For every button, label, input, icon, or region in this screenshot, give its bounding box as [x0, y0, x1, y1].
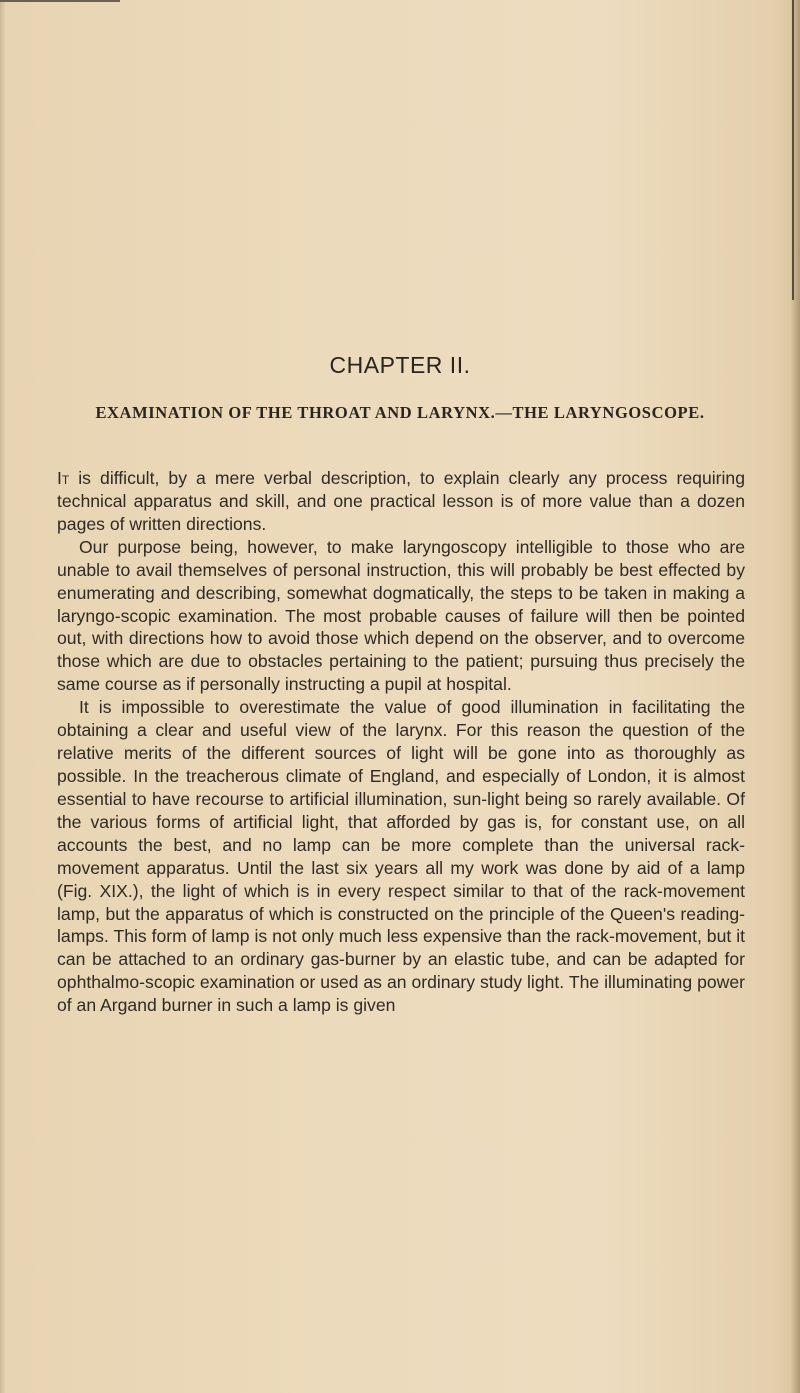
paragraph-3: It is impossible to overestimate the value of good illumination in facilitating the obtaining a clear and useful view of the larynx. For this reason the question of the relative merits of the different sources of light will be gone into as thoroughly as possible. In the treacherous climate of England, and especially of London, it is almost essential to have recourse to artificial illumination, sun-light being so rarely available. Of the various forms of artificial light, that afforded by gas is, for constant use, on all accounts the best, and no lamp can be more complete than the universal rack-movement apparatus. Until the last six years all my work was done by aid of a lamp (Fig. XIX.), the light of which is in every respect similar to that of the rack-movement lamp, but the apparatus of which is constructed on the principle of the Queen's reading-lamps. This form of lamp is not only much less expensive than the rack-movement, but it can be attached to an ordinary gas-burner by an elastic tube, and can be adapted for ophthalmo-scopic examination or used as an ordinary study light. The illuminating power of an Argand burner in such a lamp is given	[57, 697, 745, 1016]
paragraph-1	[57, 467, 745, 536]
chapter-heading: CHAPTER II.	[329, 352, 471, 378]
chapter-title: EXAMINATION OF THE THROAT AND LARYNX.—THE LARYNGOSCOPE.	[95, 403, 705, 422]
body-text	[57, 467, 745, 1017]
paragraph-1-lead: It	[57, 468, 70, 488]
page-top-edge-line	[0, 0, 120, 2]
paragraph-2: Our purpose being, however, to make laryngoscopy intelligible to those who are unable to avail themselves of personal instruction, this will probably be best effected by enumerating and describing, somewhat dogmatically, the steps to be taken in making a laryngo-scopic examination. The most probable causes of failure will then be pointed out, with directions how to avoid those which depend on the observer, and to overcome those which are due to obstacles pertaining to the patient; pursuing thus precisely the same course as if personally instructing a pupil at hospital.	[57, 536, 745, 695]
page-right-edge-line	[792, 0, 794, 300]
page-gutter-shadow	[0, 0, 6, 1393]
paragraph-1-text: is difficult, by a mere verbal description, to explain clearly any process requiring technical apparatus and skill, and one practical lesson is of more value than a dozen pages of written directions.	[57, 468, 745, 534]
